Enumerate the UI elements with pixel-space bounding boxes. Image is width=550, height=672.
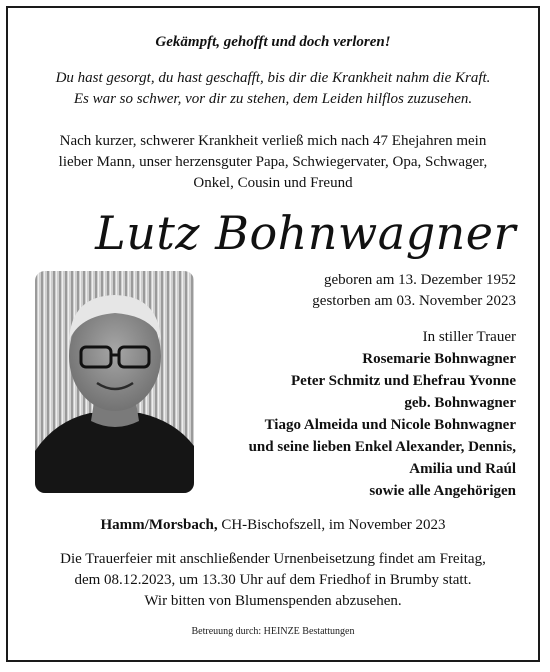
mourners-list [249, 326, 516, 502]
place-bold: Hamm/Morsbach, [100, 517, 218, 533]
mourners-heading: In stiller Trauer [422, 329, 516, 345]
poem-line: Es war so schwer, vor dir zu stehen, dem Leiden hilflos zuzusehen. [73, 91, 473, 107]
undertaker-credit: Betreuung durch: HEINZE Bestattungen [191, 626, 355, 637]
intro-text [8, 131, 538, 194]
portrait-image [35, 271, 194, 493]
intro-line: lieber Mann, unser herzensguter Papa, Schwiegervater, Opa, Schwager, [58, 154, 488, 170]
mourner-line: sowie alle Angehörigen [369, 483, 516, 499]
mourner-line: Rosemarie Bohnwagner [362, 351, 516, 367]
mourner-line: geb. Bohnwagner [404, 395, 516, 411]
funeral-line: Die Trauerfeier mit anschließender Urnenbeisetzung findet am Freitag, [60, 551, 486, 567]
intro-line: Onkel, Cousin und Freund [193, 175, 353, 191]
deceased-name: Lutz Bohnwagner [95, 206, 516, 260]
portrait-photo [35, 271, 194, 493]
funeral-info [8, 549, 538, 612]
funeral-line: dem 08.12.2023, um 13.30 Uhr auf dem Friedhof in Brumby statt. [74, 572, 472, 588]
funeral-line: Wir bitten von Blumenspenden abzusehen. [144, 593, 402, 609]
mourner-line: Amilia und Raúl [409, 461, 516, 477]
obituary-notice [6, 6, 540, 662]
death-date: gestorben am 03. November 2023 [312, 293, 516, 309]
mourner-line: und seine lieben Enkel Alexander, Dennis, [248, 439, 516, 455]
motto: Gekämpft, gehofft und doch verloren! [155, 34, 391, 50]
place-rest: CH-Bischofszell, im November 2023 [217, 517, 446, 533]
mourner-line: Peter Schmitz und Ehefrau Yvonne [291, 373, 516, 389]
place-and-date [8, 517, 538, 534]
life-dates [312, 270, 516, 312]
mourner-line: Tiago Almeida und Nicole Bohnwagner [264, 417, 516, 433]
birth-date: geboren am 13. Dezember 1952 [323, 272, 516, 288]
poem-line: Du hast gesorgt, du hast geschafft, bis dir die Krankheit nahm die Kraft. [55, 70, 491, 86]
poem [8, 68, 538, 110]
intro-line: Nach kurzer, schwerer Krankheit verließ mich nach 47 Ehejahren mein [59, 133, 487, 149]
